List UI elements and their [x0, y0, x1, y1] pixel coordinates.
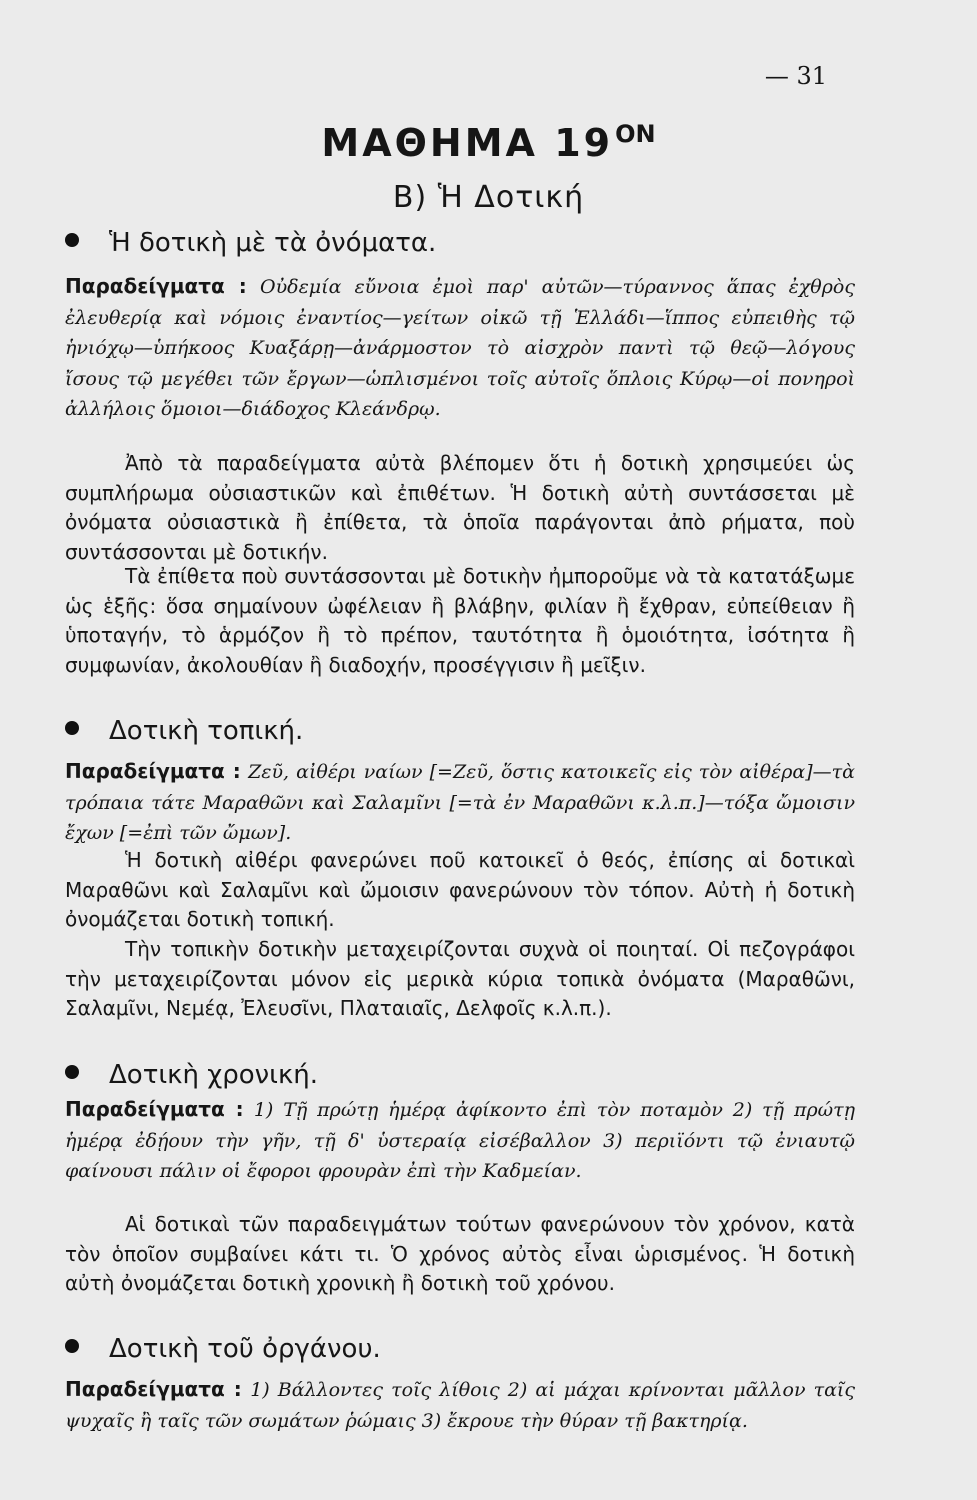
section-heading	[65, 228, 436, 258]
examples-block	[65, 272, 855, 425]
examples-label: Παραδείγματα :	[65, 1377, 242, 1401]
bullet-icon	[65, 233, 79, 247]
body-paragraph: Ἀπὸ τὰ παραδείγματα αὐτὰ βλέπομεν ὅτι ἡ δοτικὴ χρησιμεύει ὡς συμπλήρωμα οὐσιαστικῶν καὶ ἐπιθέτων. Ἡ δοτικὴ αὐτὴ συντάσσεται μὲ ὀνόματα οὐσιαστικὰ ἢ ἐπίθετα, τὰ ὁποῖα παράγονται ἀπὸ ρήματα, ποὺ συντάσσονται μὲ δοτικήν.	[65, 451, 855, 564]
bullet-icon	[65, 721, 79, 735]
lesson-title-superscript: ΟΝ	[615, 120, 656, 148]
examples-block	[65, 1095, 855, 1187]
examples-block	[65, 757, 855, 849]
section-heading	[65, 1060, 318, 1090]
lesson-title-text: ΜΑΘΗΜΑ 19	[321, 121, 614, 165]
examples-text: 1) Βάλλοντες τοῖς λίθοις 2) αἱ μάχαι κρίνονται μᾶλλον ταῖς ψυχαῖς ἢ ταῖς τῶν σωμάτων ῥώμαις 3) ἔκρουε τὴν θύραν τῇ βακτηρίᾳ.	[65, 1379, 856, 1432]
bullet-icon	[65, 1065, 79, 1079]
section-heading	[65, 716, 303, 746]
section-heading	[65, 1334, 381, 1364]
examples-text: Ζεῦ, αἰθέρι ναίων [=Ζεῦ, ὅστις κατοικεῖς εἰς τὸν αἰθέρα]—τὰ τρόπαια τάτε Μαραθῶνι καὶ Σαλαμῖνι [=τὰ ἐν Μαραθῶνι κ.λ.π.]—τόξα ὤμοισιν ἔχων [=ἐπὶ τῶν ὤμων].	[65, 761, 856, 844]
examples-label: Παραδείγματα :	[65, 274, 247, 298]
examples-block	[65, 1375, 855, 1436]
examples-label: Παραδείγματα :	[65, 1097, 244, 1121]
lesson-title	[0, 120, 977, 165]
examples-text: 1) Τῇ πρώτῃ ἡμέρᾳ ἀφίκοντο ἐπὶ τὸν ποταμὸν 2) τῇ πρώτῃ ἡμέρᾳ ἐδῄουν τὴν γῆν, τῇ δ' ὑστεραίᾳ εἰσέβαλλον 3) περιϊόντι τῷ ἐνιαυτῷ φαίνουσι πάλιν οἱ ἔφοροι φρουρὰν ἐπὶ τὴν Καδμείαν.	[65, 1099, 855, 1182]
section-heading-text: Δοτικὴ τοῦ ὀργάνου.	[109, 1334, 381, 1364]
lesson-subtitle: Β) Ἡ Δοτική	[392, 180, 585, 215]
body-paragraph: Αἱ δοτικαὶ τῶν παραδειγμάτων τούτων φανερώνουν τὸν χρόνον, κατὰ τὸν ὁποῖον συμβαίνει κάτι τι. Ὁ χρόνος αὐτὸς εἶναι ὡρισμένος. Ἡ δοτικὴ αὐτὴ ὀνομάζεται δοτικὴ χρονικὴ ἢ δοτικὴ τοῦ χρόνου.	[65, 1212, 855, 1295]
examples-text: Οὐδεμία εὔνοια ἐμοὶ παρ' αὐτῶν—τύραννος ἅπας ἐχθρὸς ἐλευθερίᾳ καὶ νόμοις ἐναντίος—γείτων οἰκῶ τῇ Ἑλλάδι—ἵππος εὐπειθὴς τῷ ἡνιόχῳ—ὑπήκοος Κυαξάρῃ—ἀνάρμοστον τὸ αἰσχρὸν παντὶ τῷ θεῷ—λόγους ἴσους τῷ μεγέθει τῶν ἔργων—ὡπλισμένοι τοῖς αὐτοῖς ὅπλοις Κύρῳ—οἱ πονηροὶ ἀλλήλοις ὅμοιοι—διάδοχος Κλεάνδρῳ.	[65, 276, 855, 420]
page-number: — 31	[764, 62, 827, 90]
bullet-icon	[65, 1339, 79, 1353]
body-paragraph: Ἡ δοτικὴ αἰθέρι φανερώνει ποῦ κατοικεῖ ὁ θεός, ἐπίσης αἱ δοτικαὶ Μαραθῶνι καὶ Σαλαμῖνι καὶ ὤμοισιν φανερώνουν τὸν τόπον. Αὐτὴ ἡ δοτικὴ ὀνομάζεται δοτικὴ τοπική.	[65, 848, 855, 931]
section-heading-text: Ἡ δοτικὴ μὲ τὰ ὀνόματα.	[109, 228, 437, 258]
body-paragraph: Τὴν τοπικὴν δοτικὴν μεταχειρίζονται συχνὰ οἱ ποιηταί. Οἱ πεζογράφοι τὴν μεταχειρίζονται μόνον εἰς μερικὰ κύρια τοπικὰ ὀνόματα (Μαραθῶνι, Σαλαμῖνι, Νεμέᾳ, Ἐλευσῖνι, Πλαταιαῖς, Δελφοῖς κ.λ.π.).	[65, 937, 855, 1020]
section-heading-text: Δοτικὴ χρονική.	[109, 1060, 319, 1090]
examples-label: Παραδείγματα :	[65, 759, 241, 783]
body-paragraph: Τὰ ἐπίθετα ποὺ συντάσσονται μὲ δοτικὴν ἠμποροῦμε νὰ τὰ κατατάξωμε ὡς ἑξῆς: ὅσα σημαίνουν ὠφέλειαν ἢ βλάβην, φιλίαν ἢ ἔχθραν, εὐπείθειαν ἢ ὑποταγήν, τὸ ἁρμόζον ἢ τὸ πρέπον, ταυτότητα ἢ ὁμοιότητα, ἰσότητα ἢ συμφωνίαν, ἀκολουθίαν ἢ διαδοχήν, προσέγγισιν ἢ μεῖξιν.	[65, 564, 855, 677]
section-heading-text: Δοτικὴ τοπική.	[109, 716, 304, 746]
